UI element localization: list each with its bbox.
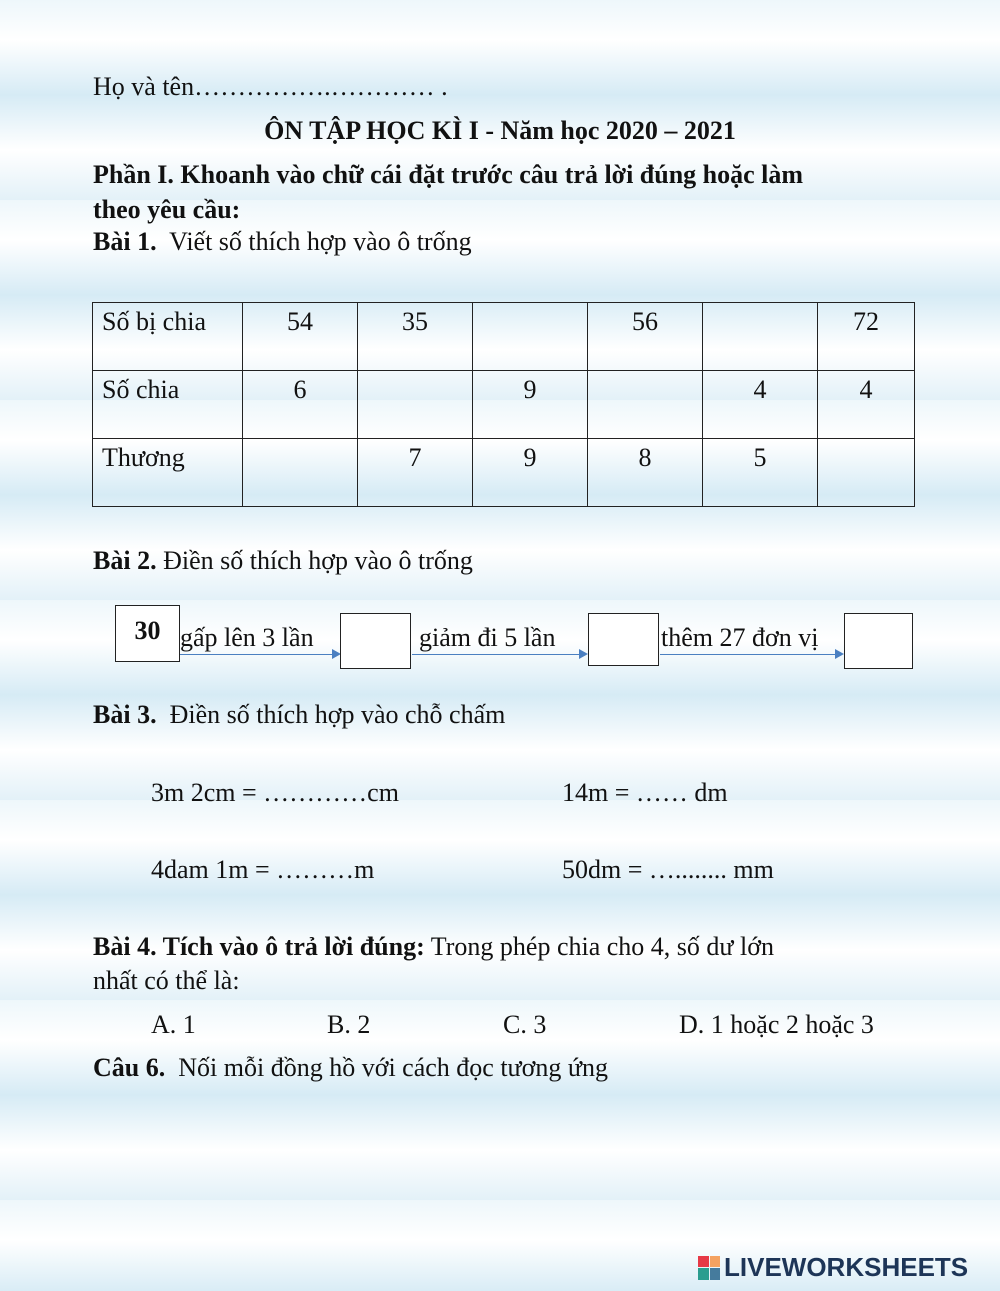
table-cell: 6: [243, 371, 358, 439]
option-a[interactable]: A. 1: [151, 1010, 196, 1039]
table-cell: 72: [818, 303, 915, 371]
start-value: 30: [134, 616, 161, 645]
answer-box-1[interactable]: [340, 613, 411, 669]
table-cell: 4: [703, 371, 818, 439]
arrow-line-3: [660, 654, 836, 655]
table-row-divisor: [93, 371, 915, 439]
table-cell: 5: [703, 439, 818, 507]
division-table: [92, 302, 915, 507]
table-row-dividend: [93, 303, 915, 371]
table-cell-blank[interactable]: [818, 439, 915, 507]
table-cell: 9: [473, 371, 588, 439]
answer-box-2[interactable]: [588, 613, 659, 666]
liveworksheets-logo: [698, 1252, 968, 1283]
row-label: Số chia: [93, 371, 243, 439]
step2-label: giảm đi 5 lần: [419, 623, 556, 652]
table-cell-blank[interactable]: [358, 371, 473, 439]
table-cell-blank[interactable]: [703, 303, 818, 371]
arrow-line-1: [180, 654, 333, 655]
table-cell: 56: [588, 303, 703, 371]
logo-text: LIVEWORKSHEETS: [724, 1252, 969, 1282]
step3-label: thêm 27 đơn vị: [661, 623, 819, 652]
table-cell: 7: [358, 439, 473, 507]
bai3-item[interactable]: 4dam 1m = ………m: [151, 855, 375, 884]
table-cell-blank[interactable]: [243, 439, 358, 507]
step1-label: gấp lên 3 lần: [180, 623, 314, 652]
bai3-text: Điền số thích hợp vào chỗ chấm: [169, 700, 506, 729]
bai4-prompt-line1: [93, 932, 774, 962]
row-label: Số bị chia: [93, 303, 243, 371]
name-line: Họ và tên…………….………… .: [93, 72, 448, 101]
bai3-item[interactable]: 14m = …… dm: [562, 778, 728, 807]
bai4-text-line2: nhất có thể là:: [93, 966, 240, 995]
option-b[interactable]: B. 2: [327, 1010, 371, 1039]
start-value-box: [115, 605, 180, 662]
option-c[interactable]: C. 3: [503, 1010, 547, 1039]
bai1-label: Bài 1.: [93, 227, 157, 256]
table-cell-blank[interactable]: [473, 303, 588, 371]
row-label: Thương: [93, 439, 243, 507]
table-cell: 4: [818, 371, 915, 439]
bai2-text: Điền số thích hợp vào ô trống: [163, 546, 473, 575]
bai3-item[interactable]: 50dm = …........ mm: [562, 855, 774, 884]
bai3-item[interactable]: 3m 2cm = …………cm: [151, 778, 399, 807]
table-cell: 9: [473, 439, 588, 507]
table-row-quotient: [93, 439, 915, 507]
arrow-right-icon: [835, 649, 844, 659]
cau6-label: Câu 6.: [93, 1053, 166, 1082]
arrow-right-icon: [579, 649, 588, 659]
part1-heading-line2: theo yêu cầu:: [93, 195, 241, 224]
table-cell: 8: [588, 439, 703, 507]
bai4-text-line1: Trong phép chia cho 4, số dư lớn: [430, 932, 774, 961]
table-cell: 35: [358, 303, 473, 371]
logo-mark-icon: [698, 1256, 720, 1280]
bai2-label: Bài 2.: [93, 546, 157, 575]
bai4-label: Bài 4. Tích vào ô trả lời đúng:: [93, 932, 425, 961]
answer-box-3[interactable]: [844, 613, 913, 669]
bai1-text: Viết số thích hợp vào ô trống: [169, 227, 472, 256]
option-d[interactable]: D. 1 hoặc 2 hoặc 3: [679, 1010, 874, 1039]
part1-heading-line1: Phần I. Khoanh vào chữ cái đặt trước câu trả lời đúng hoặc làm: [93, 160, 804, 189]
bai1-prompt: [93, 227, 472, 257]
page-title: ÔN TẬP HỌC KÌ I - Năm học 2020 – 2021: [264, 116, 736, 145]
bai3-prompt: [93, 700, 505, 730]
table-cell: 54: [243, 303, 358, 371]
cau6-text: Nối mỗi đồng hồ với cách đọc tương ứng: [178, 1053, 608, 1082]
arrow-line-2: [412, 654, 580, 655]
cau6-prompt: [93, 1053, 608, 1083]
bai3-label: Bài 3.: [93, 700, 157, 729]
table-cell-blank[interactable]: [588, 371, 703, 439]
bai2-prompt: [93, 546, 473, 576]
